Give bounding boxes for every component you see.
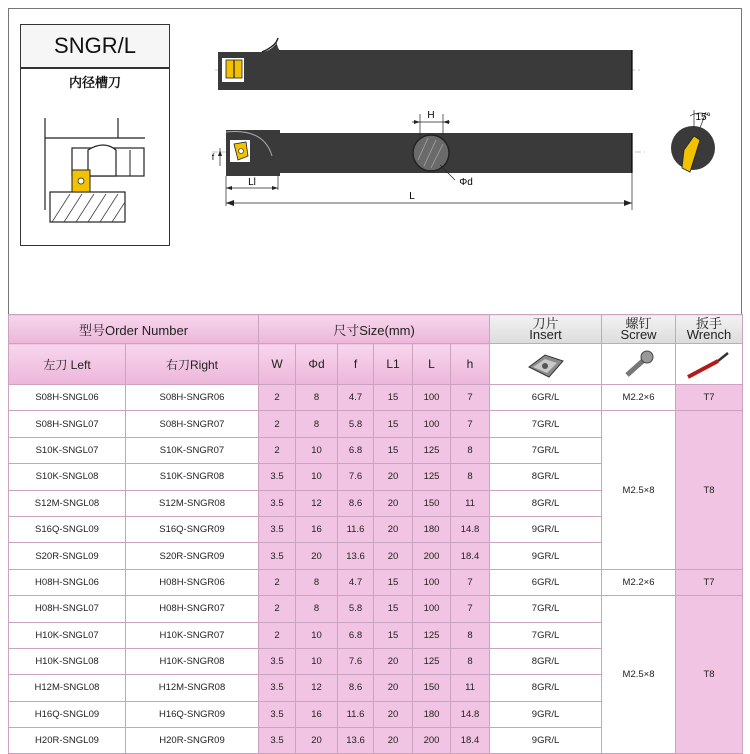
cell-h: 11 — [451, 490, 490, 516]
dim-angle-label: 15° — [695, 112, 711, 123]
cell-l: 100 — [413, 596, 451, 622]
cell-l1: 20 — [374, 516, 413, 542]
cell-insert: 6GR/L — [490, 569, 602, 595]
cell-h: 14.8 — [451, 516, 490, 542]
cell-l1: 15 — [374, 569, 413, 595]
cell-l: 125 — [413, 648, 451, 674]
cell-right: S08H-SNGR06 — [126, 385, 259, 411]
cell-w: 2 — [259, 411, 296, 437]
cell-right: H08H-SNGR06 — [126, 569, 259, 595]
cell-l1: 15 — [374, 622, 413, 648]
insert-header-cn: 刀片 — [532, 316, 559, 331]
h-header: h — [451, 344, 490, 385]
cell-insert: 9GR/L — [490, 701, 602, 727]
cell-l1: 15 — [374, 411, 413, 437]
cell-w: 3.5 — [259, 675, 296, 701]
d-header: Φd — [296, 344, 338, 385]
cell-wrench: T8 — [676, 596, 743, 754]
cell-left: H20R-SNGL09 — [9, 728, 126, 754]
table-row — [9, 411, 743, 437]
right-header: 右刀Right — [126, 344, 259, 385]
cell-insert: 8GR/L — [490, 464, 602, 490]
f-header: f — [338, 344, 374, 385]
cell-h: 8 — [451, 622, 490, 648]
dim-d-label: Φd — [459, 177, 473, 188]
table-row — [9, 569, 743, 595]
cell-right: H10K-SNGR08 — [126, 648, 259, 674]
cell-h: 18.4 — [451, 543, 490, 569]
cell-h: 14.8 — [451, 701, 490, 727]
cell-f: 11.6 — [338, 516, 374, 542]
dim-l-label: L — [409, 191, 415, 202]
cell-w: 3.5 — [259, 728, 296, 754]
cell-f: 5.8 — [338, 411, 374, 437]
insert-header — [490, 315, 602, 344]
cell-l1: 15 — [374, 596, 413, 622]
cell-right: H12M-SNGR08 — [126, 675, 259, 701]
cell-w: 3.5 — [259, 701, 296, 727]
cell-screw: M2.2×6 — [602, 385, 676, 411]
cell-left: S12M-SNGL08 — [9, 490, 126, 516]
cell-f: 13.6 — [338, 728, 374, 754]
cell-wrench: T7 — [676, 569, 743, 595]
cell-l: 100 — [413, 411, 451, 437]
wrench-image-cell — [676, 344, 743, 385]
cell-right: S20R-SNGR09 — [126, 543, 259, 569]
cell-insert: 8GR/L — [490, 675, 602, 701]
cell-d: 20 — [296, 543, 338, 569]
cell-h: 18.4 — [451, 728, 490, 754]
cell-d: 10 — [296, 648, 338, 674]
cell-insert: 9GR/L — [490, 516, 602, 542]
cell-f: 7.6 — [338, 648, 374, 674]
cell-d: 12 — [296, 675, 338, 701]
cell-w: 3.5 — [259, 543, 296, 569]
cell-d: 16 — [296, 516, 338, 542]
cell-screw: M2.5×8 — [602, 411, 676, 569]
cell-d: 8 — [296, 596, 338, 622]
cell-l1: 20 — [374, 464, 413, 490]
cell-w: 3.5 — [259, 490, 296, 516]
cell-l1: 20 — [374, 675, 413, 701]
cell-h: 7 — [451, 385, 490, 411]
cell-f: 4.7 — [338, 569, 374, 595]
dim-h-label: H — [427, 110, 435, 121]
cell-right: H10K-SNGR07 — [126, 622, 259, 648]
insert-icon — [523, 349, 569, 381]
cell-f: 5.8 — [338, 596, 374, 622]
cell-left: H12M-SNGL08 — [9, 675, 126, 701]
table-row — [9, 385, 743, 411]
group-size-header: 尺寸Size(mm) — [259, 315, 490, 344]
cell-w: 3.5 — [259, 516, 296, 542]
cell-l: 200 — [413, 543, 451, 569]
cell-screw: M2.5×8 — [602, 596, 676, 754]
cell-f: 6.8 — [338, 622, 374, 648]
insert-header-en: Insert — [529, 327, 562, 342]
cell-l: 180 — [413, 701, 451, 727]
cell-right: H16Q-SNGR09 — [126, 701, 259, 727]
spec-table — [8, 314, 743, 754]
cell-w: 3.5 — [259, 464, 296, 490]
cell-f: 7.6 — [338, 464, 374, 490]
cell-right: H08H-SNGR07 — [126, 596, 259, 622]
cell-d: 10 — [296, 464, 338, 490]
cell-left: S10K-SNGL07 — [9, 437, 126, 463]
bore-illustration — [45, 118, 145, 222]
cell-h: 7 — [451, 411, 490, 437]
wrench-icon — [684, 349, 734, 381]
wrench-header-cn: 扳手 — [696, 316, 723, 331]
cell-d: 10 — [296, 622, 338, 648]
dim-f-label: f — [211, 152, 215, 162]
cell-insert: 7GR/L — [490, 622, 602, 648]
cell-insert: 7GR/L — [490, 437, 602, 463]
cell-left: H10K-SNGL08 — [9, 648, 126, 674]
spec-table-body — [9, 385, 743, 754]
l-header: L — [413, 344, 451, 385]
cell-h: 7 — [451, 596, 490, 622]
cell-d: 16 — [296, 701, 338, 727]
cell-left: S10K-SNGL08 — [9, 464, 126, 490]
cell-l1: 20 — [374, 490, 413, 516]
screw-image-cell — [602, 344, 676, 385]
w-header: W — [259, 344, 296, 385]
l1-header: L1 — [374, 344, 413, 385]
cell-w: 2 — [259, 437, 296, 463]
cell-h: 11 — [451, 675, 490, 701]
cell-left: H08H-SNGL06 — [9, 569, 126, 595]
cell-f: 8.6 — [338, 675, 374, 701]
cell-l1: 20 — [374, 728, 413, 754]
cell-h: 8 — [451, 648, 490, 674]
cell-l1: 20 — [374, 543, 413, 569]
cell-insert: 8GR/L — [490, 648, 602, 674]
screw-header-en: Screw — [620, 327, 657, 342]
cell-screw: M2.2×6 — [602, 569, 676, 595]
cell-left: S08H-SNGL06 — [9, 385, 126, 411]
wrench-header-en: Wrench — [686, 327, 732, 342]
cell-insert: 7GR/L — [490, 411, 602, 437]
screw-icon — [619, 349, 659, 381]
cell-l: 125 — [413, 464, 451, 490]
cell-f: 4.7 — [338, 385, 374, 411]
cell-l1: 15 — [374, 385, 413, 411]
cell-f: 6.8 — [338, 437, 374, 463]
cell-right: S08H-SNGR07 — [126, 411, 259, 437]
cell-l: 125 — [413, 437, 451, 463]
cell-wrench: T7 — [676, 385, 743, 411]
cell-l: 100 — [413, 385, 451, 411]
cell-h: 8 — [451, 437, 490, 463]
cell-d: 8 — [296, 569, 338, 595]
cell-d: 8 — [296, 385, 338, 411]
cell-left: H16Q-SNGL09 — [9, 701, 126, 727]
cell-l: 150 — [413, 490, 451, 516]
insert-image-cell — [490, 344, 602, 385]
side-view — [212, 114, 645, 210]
cell-l1: 20 — [374, 648, 413, 674]
cell-left: H08H-SNGL07 — [9, 596, 126, 622]
group-model-header: 型号Order Number — [9, 315, 259, 344]
cell-w: 3.5 — [259, 648, 296, 674]
cell-l: 200 — [413, 728, 451, 754]
cell-w: 2 — [259, 596, 296, 622]
product-subtitle: 内径槽刀 — [68, 74, 121, 90]
cell-right: H20R-SNGR09 — [126, 728, 259, 754]
cell-f: 8.6 — [338, 490, 374, 516]
cell-f: 11.6 — [338, 701, 374, 727]
cell-d: 12 — [296, 490, 338, 516]
technical-drawing — [0, 0, 750, 312]
cell-w: 2 — [259, 622, 296, 648]
cell-left: S20R-SNGL09 — [9, 543, 126, 569]
screw-header-cn: 螺钉 — [625, 316, 652, 331]
cell-l: 150 — [413, 675, 451, 701]
cell-wrench: T8 — [676, 411, 743, 569]
cell-insert: 6GR/L — [490, 385, 602, 411]
cell-insert: 7GR/L — [490, 596, 602, 622]
cell-insert: 9GR/L — [490, 543, 602, 569]
cell-w: 2 — [259, 385, 296, 411]
cell-left: S16Q-SNGL09 — [9, 516, 126, 542]
cell-l1: 20 — [374, 701, 413, 727]
cell-h: 7 — [451, 569, 490, 595]
cell-h: 8 — [451, 464, 490, 490]
screw-header — [602, 315, 676, 344]
cell-insert: 9GR/L — [490, 728, 602, 754]
left-header: 左刀 Left — [9, 344, 126, 385]
cell-f: 13.6 — [338, 543, 374, 569]
cell-d: 8 — [296, 411, 338, 437]
cell-left: S08H-SNGL07 — [9, 411, 126, 437]
cell-l1: 15 — [374, 437, 413, 463]
cell-d: 20 — [296, 728, 338, 754]
cell-w: 2 — [259, 569, 296, 595]
cell-right: S16Q-SNGR09 — [126, 516, 259, 542]
cell-l: 125 — [413, 622, 451, 648]
table-row — [9, 596, 743, 622]
cell-insert: 8GR/L — [490, 490, 602, 516]
cell-right: S10K-SNGR07 — [126, 437, 259, 463]
product-title: SNGR/L — [20, 24, 170, 68]
cell-l: 180 — [413, 516, 451, 542]
cell-d: 10 — [296, 437, 338, 463]
wrench-header — [676, 315, 743, 344]
cell-right: S10K-SNGR08 — [126, 464, 259, 490]
dim-l1-label: Ll — [248, 177, 256, 188]
cell-right: S12M-SNGR08 — [126, 490, 259, 516]
cell-l: 100 — [413, 569, 451, 595]
top-view — [215, 38, 640, 90]
cell-left: H10K-SNGL07 — [9, 622, 126, 648]
